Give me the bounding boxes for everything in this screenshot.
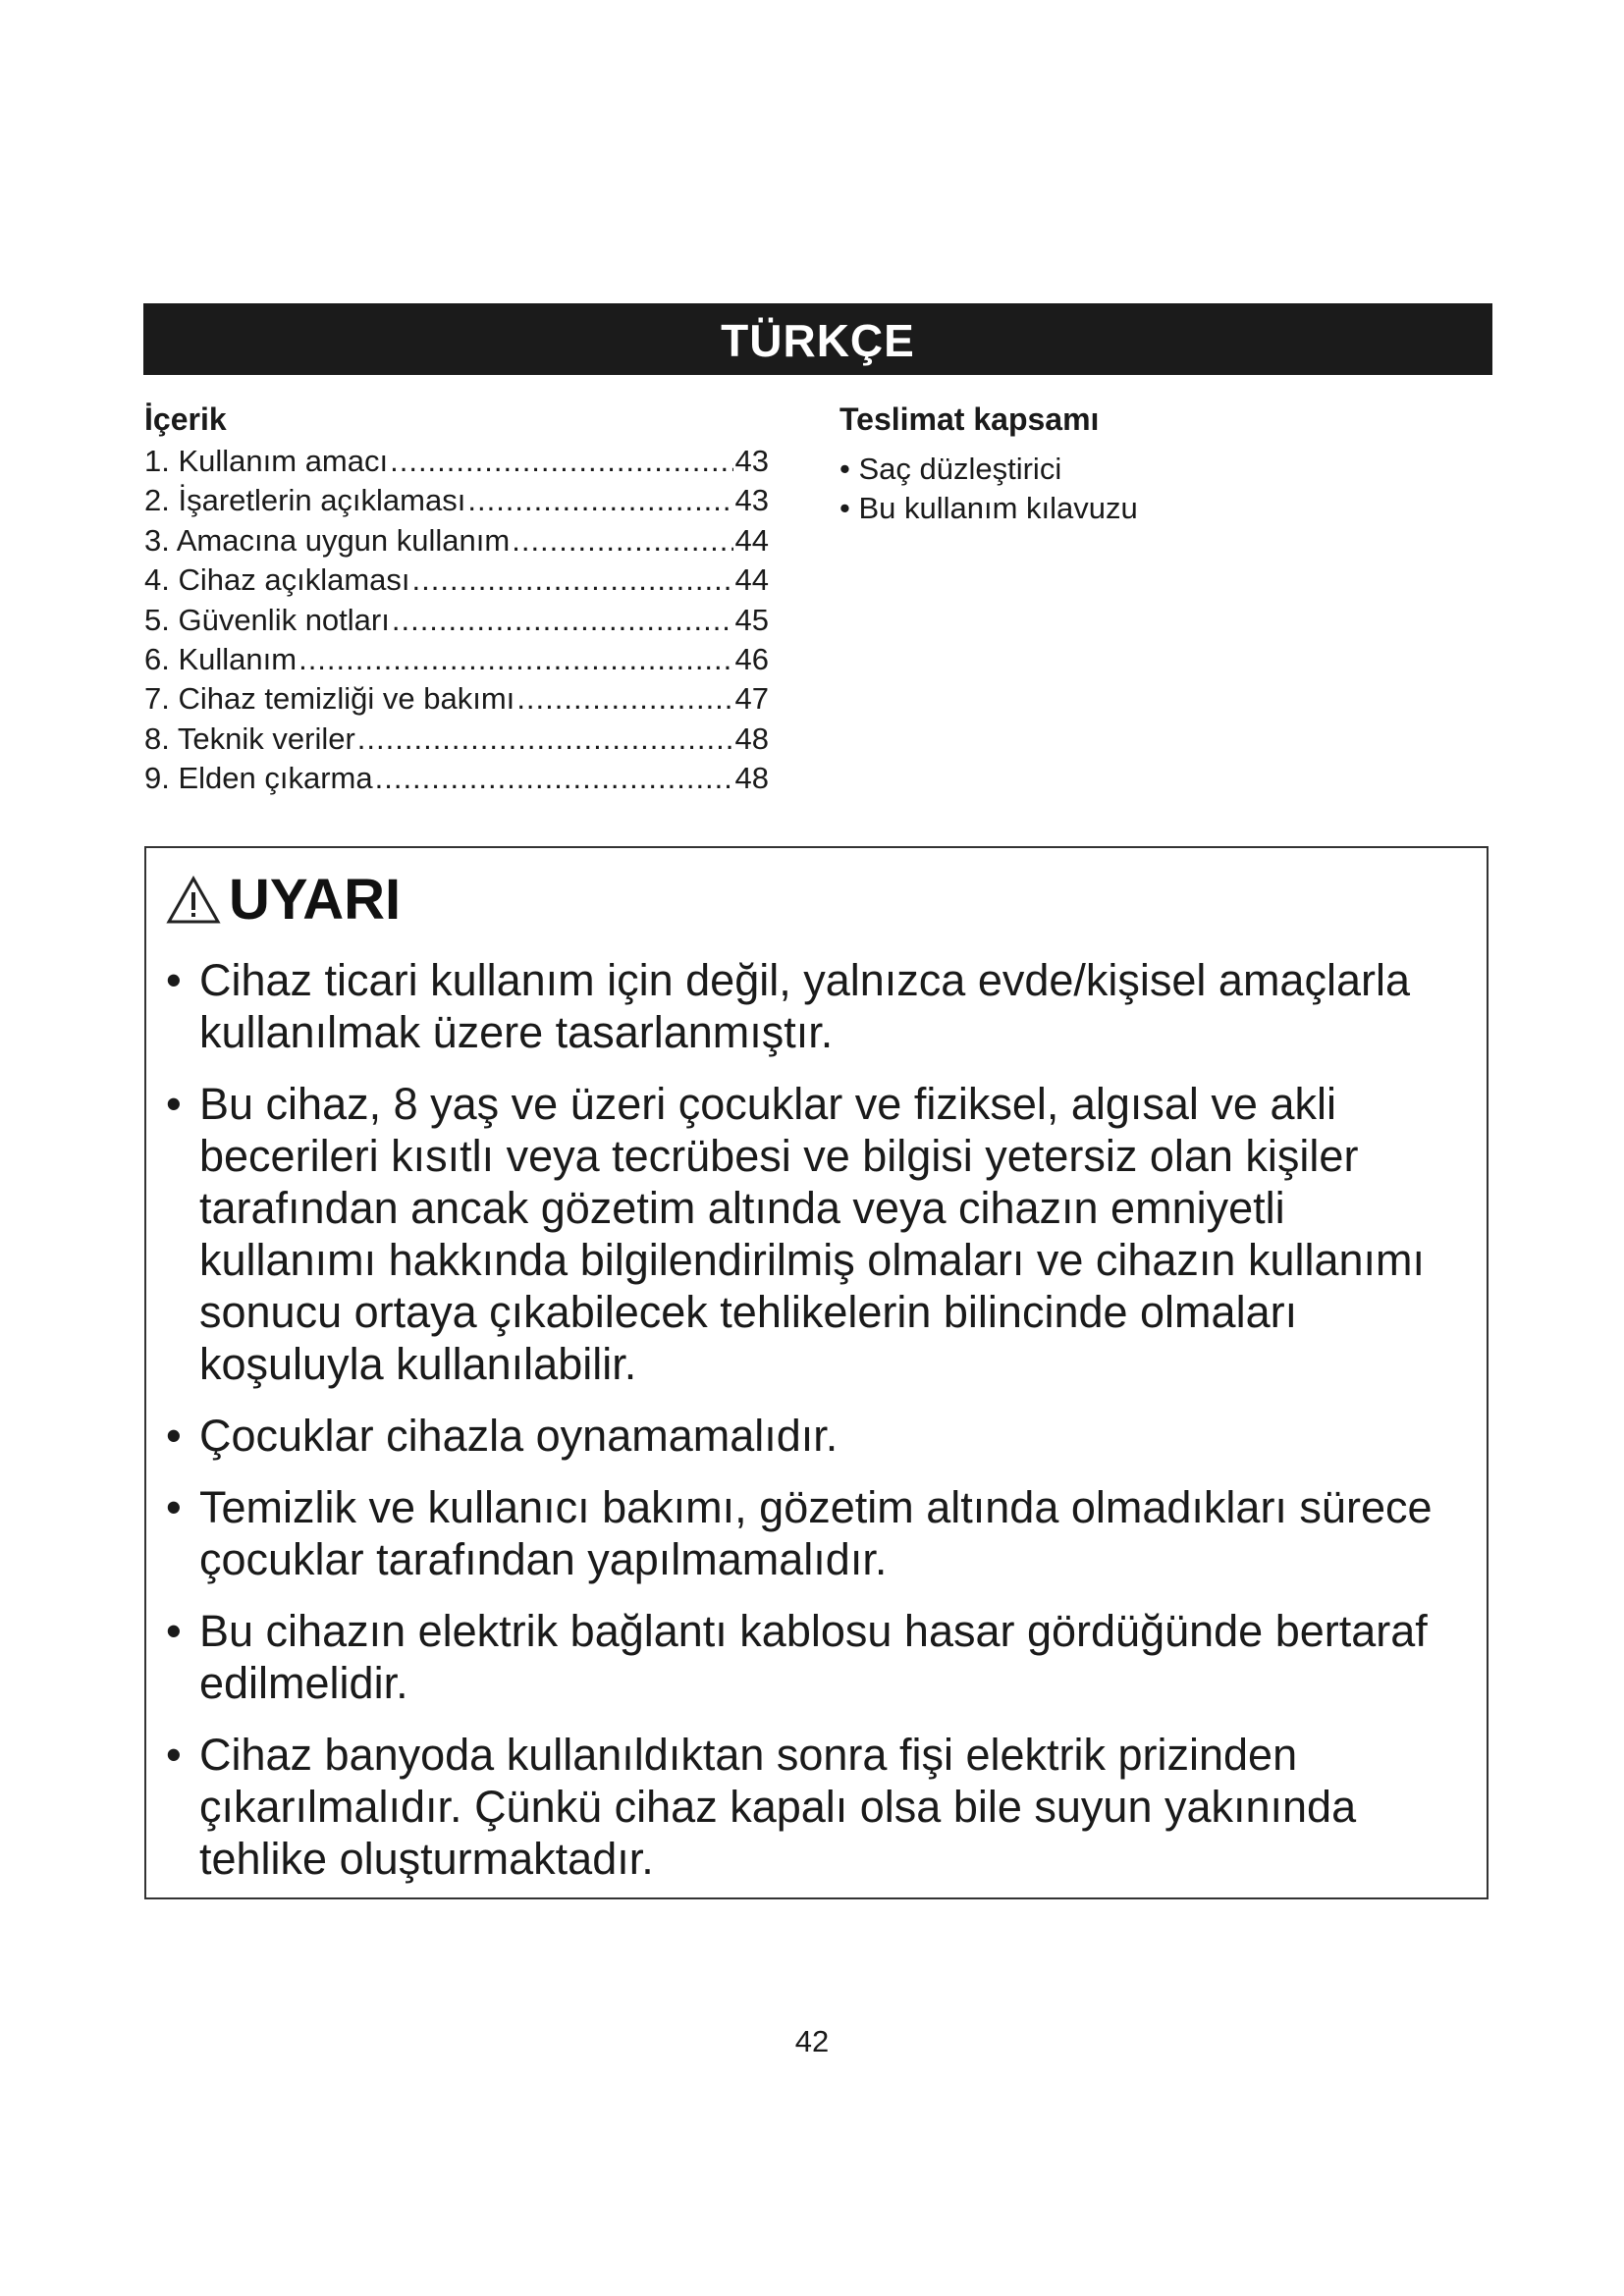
toc-leader-dots: [357, 720, 733, 759]
warning-title-text: UYARI: [229, 868, 402, 932]
toc-leader-dots: [412, 561, 733, 600]
toc-item-label: 3. Amacına uygun kullanım: [144, 522, 511, 558]
toc-item-page: 44: [734, 562, 769, 598]
toc-leader-dots: [467, 481, 732, 520]
toc-item: [144, 601, 769, 640]
toc-list: [144, 442, 769, 799]
language-header-bar: TÜRKÇE: [143, 303, 1492, 375]
bullet: •: [166, 1730, 182, 1780]
toc-item-label: 2. İşaretlerin açıklaması: [144, 483, 466, 518]
page-number: 42: [794, 2024, 830, 2058]
toc-item-page: 48: [734, 721, 769, 756]
warning-list: [166, 954, 1472, 1904]
toc-item-label: 8. Teknik veriler: [144, 721, 355, 756]
warning-item: [166, 954, 1472, 1058]
toc-item: [144, 481, 769, 520]
toc-item-page: 46: [734, 642, 769, 677]
warning-item: [166, 1605, 1472, 1709]
warning-item: [166, 1481, 1472, 1585]
warning-triangle-icon: [166, 876, 221, 925]
toc-heading: İçerik: [144, 401, 227, 437]
bullet: •: [166, 1079, 182, 1129]
delivery-item: • Saç düzleştirici: [839, 452, 1062, 486]
toc-item-label: 9. Elden çıkarma: [144, 761, 373, 796]
toc-item: [144, 561, 769, 600]
warning-item-text: Çocuklar cihazla oynamamalıdır.: [199, 1411, 839, 1461]
warning-item-text: Cihaz banyoda kullanıldıktan sonra fişi elektrik prizinden çıkarılmalıdır. Çünkü cihaz kapalı olsa bile suyun yakınında tehlike oluşturmaktadır.: [199, 1730, 1357, 1884]
toc-item-label: 4. Cihaz açıklaması: [144, 562, 410, 598]
warning-title: [166, 866, 401, 934]
warning-box: [144, 846, 1489, 1899]
toc-item-page: 43: [734, 483, 769, 518]
toc-item: [144, 679, 769, 719]
toc-item-page: 44: [734, 522, 769, 558]
toc-leader-dots: [375, 759, 733, 798]
delivery-heading: Teslimat kapsamı: [839, 401, 1100, 437]
toc-item: [144, 759, 769, 798]
warning-item: [166, 1410, 1472, 1462]
toc-item: [144, 640, 769, 679]
toc-item-page: 47: [734, 681, 769, 717]
bullet: •: [166, 1411, 182, 1461]
delivery-list: [839, 450, 1468, 528]
toc-leader-dots: [390, 442, 732, 481]
toc-item: [144, 442, 769, 481]
delivery-scope: [839, 400, 1468, 528]
bullet: •: [166, 955, 182, 1005]
warning-item: [166, 1729, 1472, 1885]
toc-leader-dots: [512, 521, 732, 561]
toc-item: [144, 521, 769, 561]
bullet: •: [166, 1482, 182, 1532]
toc-item-label: 5. Güvenlik notları: [144, 602, 390, 637]
toc-leader-dots: [392, 601, 733, 640]
toc-leader-dots: [516, 679, 732, 719]
toc-item-label: 6. Kullanım: [144, 642, 298, 677]
toc-item-page: 48: [734, 761, 769, 796]
toc-item-page: 43: [734, 444, 769, 478]
delivery-item: • Bu kullanım kılavuzu: [839, 491, 1138, 525]
warning-item-text: Cihaz ticari kullanım için değil, yalnızca evde/kişisel amaçlarla kullanılmak üzere tasarlanmıştır.: [199, 955, 1410, 1057]
warning-item-text: Temizlik ve kullanıcı bakımı, gözetim altında olmadıkları sürece çocuklar tarafından yapılmamalıdır.: [199, 1482, 1433, 1584]
table-of-contents: [144, 400, 769, 799]
toc-leader-dots: [298, 640, 732, 679]
toc-item-page: 45: [734, 602, 769, 637]
warning-item-text: Bu cihaz, 8 yaş ve üzeri çocuklar ve fiziksel, algısal ve akli becerileri kısıtlı veya tecrübesi ve bilgisi yetersiz olan kişiler tarafından ancak gözetim altında veya cihazın emniyetli kullanımı hakkında bilgilendirilmiş olmaları ve cihazın kullanımı sonucu ortaya çıkabilecek tehlikelerin bilincinde olmaları koşuluyla kullanılabilir.: [199, 1079, 1426, 1389]
toc-item-label: 7. Cihaz temizliği ve bakımı: [144, 681, 515, 717]
toc-item-label: 1. Kullanım amacı: [144, 444, 389, 478]
warning-item-text: Bu cihazın elektrik bağlantı kablosu hasar gördüğünde bertaraf edilmelidir.: [199, 1606, 1428, 1708]
bullet: •: [166, 1606, 182, 1656]
toc-item: [144, 720, 769, 759]
warning-item: [166, 1078, 1472, 1390]
